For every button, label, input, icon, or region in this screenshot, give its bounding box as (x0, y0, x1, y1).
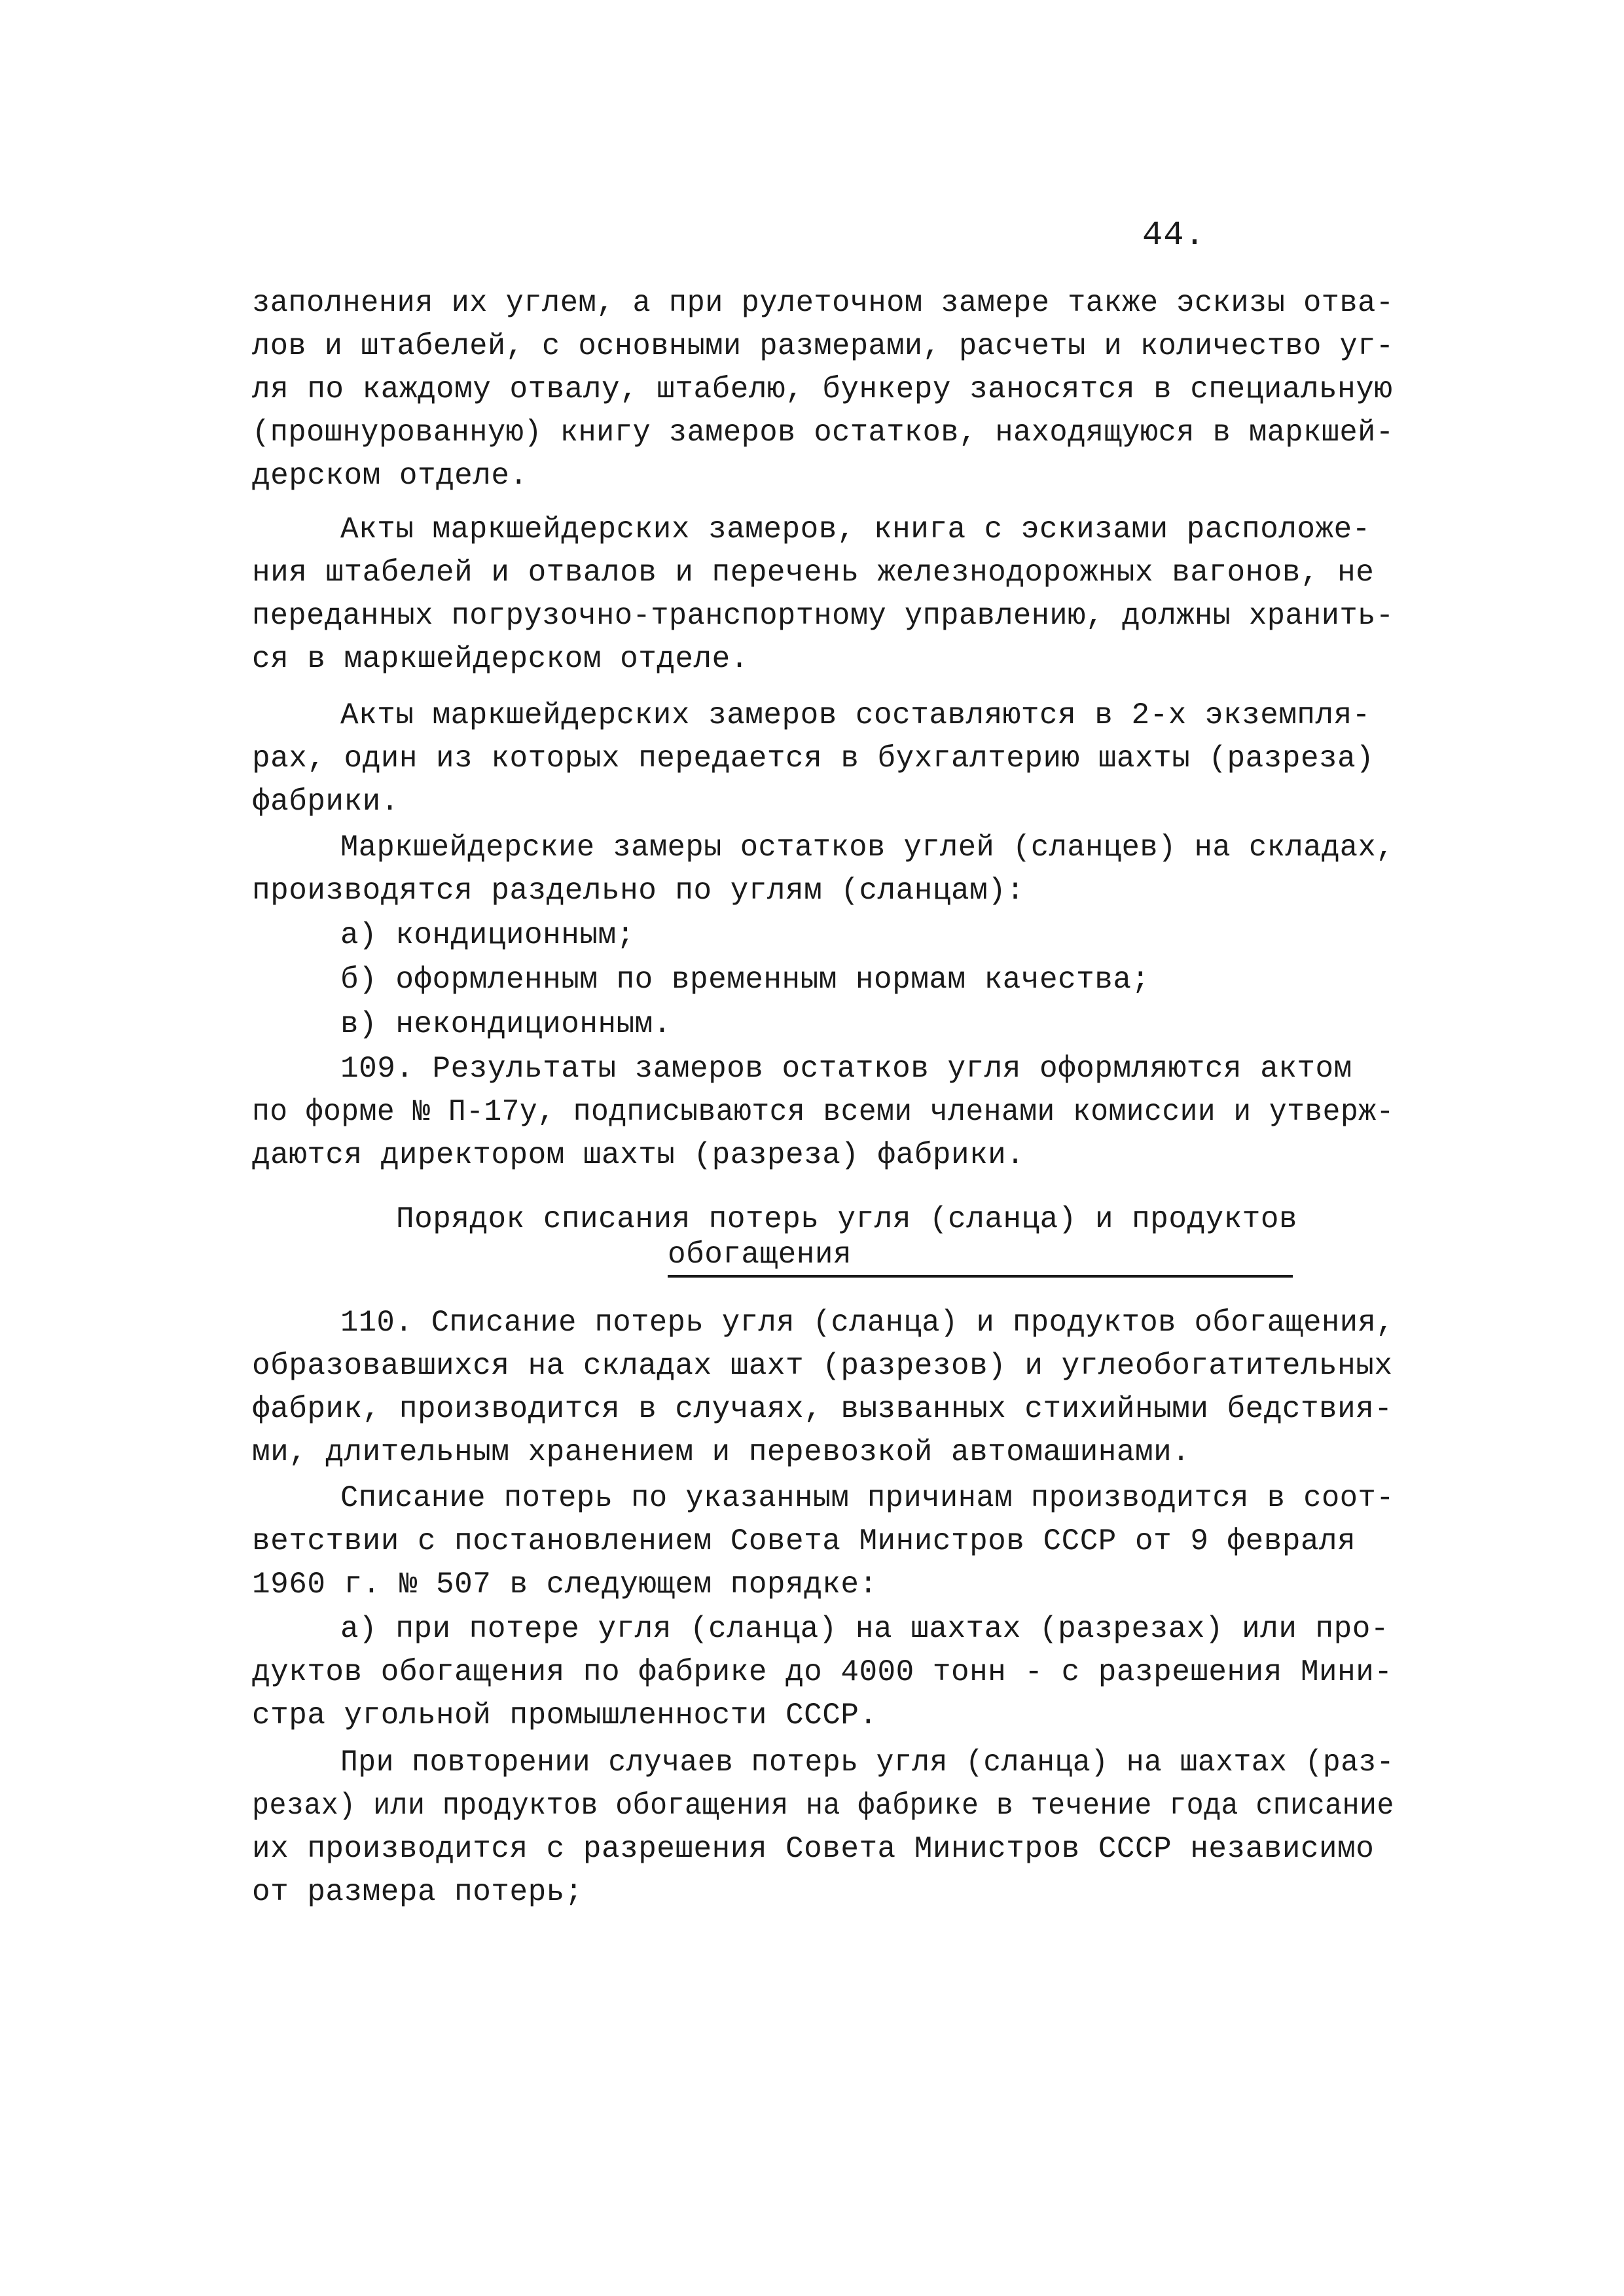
paragraph-6-line-1: 110. Списание потерь угля (сланца) и продуктов обогащения, (340, 1306, 1395, 1340)
section-heading-line-2: обогащения (668, 1238, 852, 1272)
paragraph-1-line-5: дерском отделе. (252, 459, 528, 493)
paragraph-1-line-2: лов и штабелей, с основными размерами, расчеты и количество уг- (252, 329, 1394, 363)
paragraph-2-line-1: Акты маркшейдерских замеров, книга с эскизами расположе- (340, 512, 1371, 547)
paragraph-2-line-3: переданных погрузочно-транспортному управлению, должны хранить- (252, 599, 1394, 633)
paragraph-7-item-a-line-1: а) при потере угля (сланца) на шахтах (разрезах) или про- (340, 1612, 1389, 1646)
paragraph-6-line-2: образовавшихся на складах шахт (разрезов) и углеобогатительных (252, 1349, 1393, 1383)
paragraph-4-line-2: производятся раздельно по углям (сланцам): (252, 874, 1025, 908)
paragraph-7-item-a-line-2: дуктов обогащения по фабрике до 4000 тонн - с разрешения Мини- (252, 1655, 1393, 1689)
paragraph-2-line-2: ния штабелей и отвалов и перечень железнодорожных вагонов, не (252, 556, 1375, 590)
paragraph-1-line-1: заполнения их углем, а при рулеточном замере также эскизы отва- (252, 286, 1394, 320)
paragraph-5-line-1: 109. Результаты замеров остатков угля оформляются актом (340, 1052, 1352, 1086)
paragraph-6-line-4: ми, длительным хранением и перевозкой автомашинами. (252, 1435, 1191, 1469)
paragraph-5-line-2: по форме № П-17у, подписываются всеми членами комиссии и утверж- (252, 1095, 1394, 1129)
paragraph-2-line-4: ся в маркшейдерском отделе. (252, 642, 749, 676)
paragraph-8-line-2: резах) или продуктов обогащения на фабрике в течение года списание (252, 1789, 1394, 1823)
paragraph-7-item-a-line-3: стра угольной промышленности СССР. (252, 1698, 878, 1732)
section-heading-underline (668, 1275, 1293, 1278)
paragraph-8-line-3: их производится с разрешения Совета Министров СССР независимо (252, 1832, 1375, 1866)
paragraph-4-item-a: а) кондиционным; (340, 918, 635, 952)
paragraph-7-line-3: 1960 г. № 507 в следующем порядке: (252, 1568, 878, 1602)
paragraph-4-item-c: в) некондиционным. (340, 1007, 672, 1041)
paragraph-1-line-4: (прошнурованную) книгу замеров остатков, находящуюся в маркшей- (252, 416, 1394, 450)
paragraph-5-line-3: даются директором шахты (разреза) фабрики. (252, 1138, 1025, 1172)
page-number: 44. (1142, 216, 1206, 255)
paragraph-7-line-2: ветствии с постановлением Совета Министров СССР от 9 февраля (252, 1524, 1356, 1558)
section-heading-line-1: Порядок списания потерь угля (сланца) и продуктов (396, 1202, 1298, 1236)
paragraph-4-line-1: Маркшейдерские замеры остатков углей (сланцев) на складах, (340, 831, 1395, 865)
paragraph-3-line-1: Акты маркшейдерских замеров составляются в 2-х экземпля- (340, 698, 1371, 732)
paragraph-1-line-3: ля по каждому отвалу, штабелю, бункеру заносятся в специальную (252, 372, 1393, 406)
paragraph-8-line-4: от размера потерь; (252, 1875, 583, 1909)
paragraph-3-line-2: рах, один из которых передается в бухгалтерию шахты (разреза) (252, 742, 1375, 776)
paragraph-8-line-1: При повторении случаев потерь угля (сланца) на шахтах (раз- (340, 1746, 1395, 1780)
paragraph-7-line-1: Списание потерь по указанным причинам производится в соот- (340, 1481, 1395, 1515)
paragraph-4-item-b: б) оформленным по временным нормам качества; (340, 963, 1150, 997)
paragraph-3-line-3: фабрики. (252, 785, 399, 819)
paragraph-6-line-3: фабрик, производится в случаях, вызванных стихийными бедствия- (252, 1392, 1393, 1426)
